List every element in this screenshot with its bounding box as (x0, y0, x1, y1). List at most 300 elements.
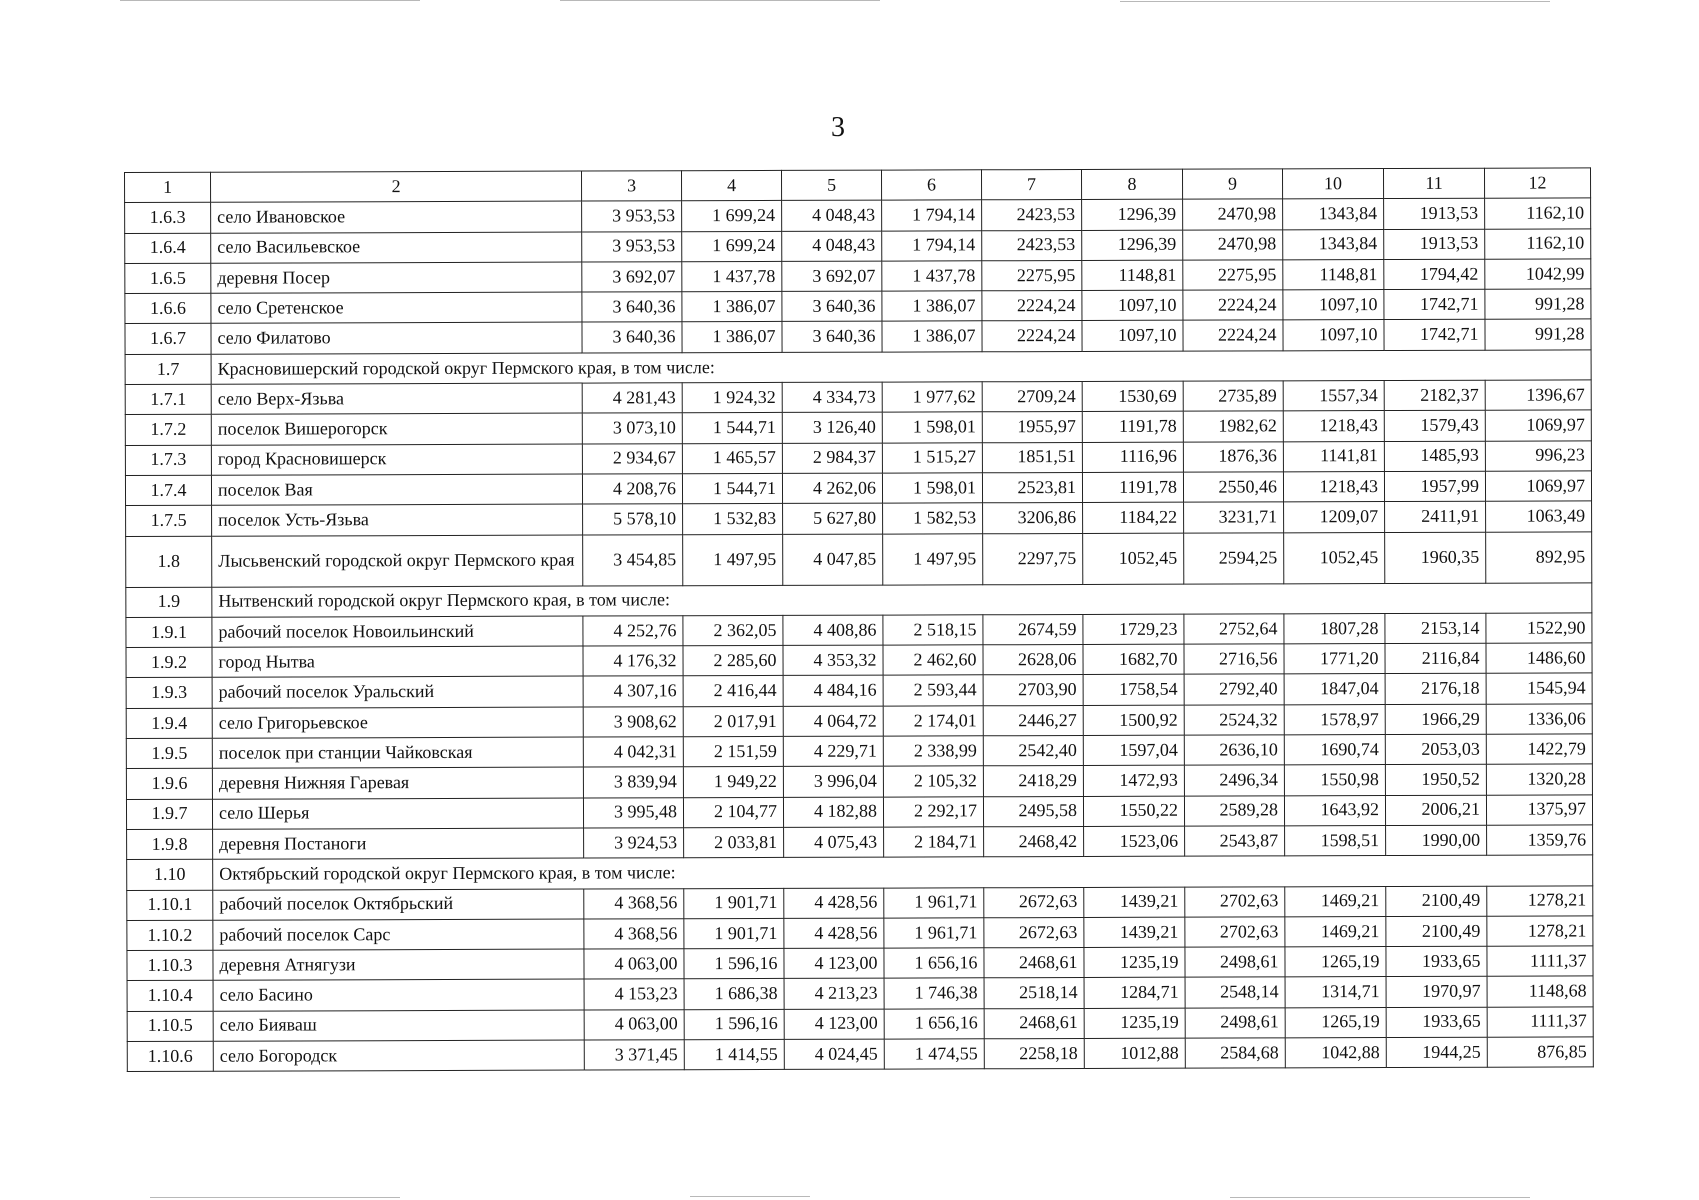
row-code: 1.10.6 (127, 1041, 213, 1072)
tariff-value: 1184,22 (1083, 502, 1184, 533)
tariff-value: 1 596,16 (684, 1009, 784, 1040)
tariff-value: 1141,81 (1283, 441, 1384, 472)
tariff-value: 1 437,78 (882, 261, 982, 292)
tariff-value: 1966,29 (1385, 704, 1486, 735)
column-header: 7 (981, 169, 1081, 200)
tariff-value: 1771,20 (1284, 644, 1385, 675)
tariff-value: 2 184,71 (884, 827, 984, 858)
tariff-value: 2 292,17 (883, 796, 983, 827)
tariff-value: 4 123,00 (784, 948, 884, 979)
table-row (126, 501, 1592, 536)
tariff-value: 1950,52 (1385, 765, 1486, 796)
tariff-value: 1982,62 (1183, 411, 1283, 442)
tariff-value: 1148,68 (1487, 976, 1593, 1007)
tariff-value: 4 262,06 (782, 473, 882, 504)
tariff-value: 3 996,04 (783, 766, 883, 797)
tariff-value: 1284,71 (1084, 978, 1185, 1009)
tariff-value: 3 839,94 (583, 767, 683, 798)
tariff-value: 1 582,53 (883, 503, 983, 534)
tariff-value: 3 995,48 (583, 797, 683, 828)
tariff-value: 2674,59 (983, 614, 1083, 645)
tariff-value: 2735,89 (1183, 381, 1283, 412)
tariff-value: 1578,97 (1284, 704, 1385, 735)
tariff-value: 4 123,00 (784, 1009, 884, 1040)
row-code: 1.9.8 (127, 829, 213, 860)
table-row (125, 228, 1591, 263)
row-code: 1.7.5 (126, 505, 212, 536)
tariff-value: 2524,32 (1184, 705, 1284, 736)
table-row (125, 198, 1591, 233)
tariff-value: 2636,10 (1184, 735, 1284, 766)
tariff-value: 1 656,16 (884, 1009, 984, 1040)
tariff-value: 2584,68 (1185, 1038, 1285, 1069)
scan-edge-top-center (560, 0, 880, 1)
tariff-value: 1557,34 (1283, 381, 1384, 412)
tariff-value: 4 048,43 (782, 231, 882, 262)
tariff-value: 4 408,86 (783, 615, 883, 646)
tariff-value: 1 596,16 (684, 949, 784, 980)
column-header: 4 (681, 170, 781, 201)
row-code: 1.9.7 (126, 799, 212, 830)
tariff-value: 1522,90 (1486, 613, 1592, 644)
tariff-value: 1069,97 (1485, 410, 1591, 441)
tariff-value: 2470,98 (1183, 199, 1283, 230)
tariff-value: 1097,10 (1283, 320, 1384, 351)
tariff-value: 2543,87 (1185, 826, 1285, 857)
tariff-value: 1111,37 (1487, 1007, 1593, 1038)
tariff-value: 1598,51 (1285, 825, 1386, 856)
tariff-value: 2550,46 (1183, 472, 1283, 503)
settlement-name: село Шерья (212, 798, 583, 829)
tariff-value: 1235,19 (1084, 1008, 1185, 1039)
section-title: Нытвенский городской округ Пермского края, в том числе: (212, 582, 1592, 617)
tariff-value: 1550,98 (1284, 765, 1385, 796)
column-header: 8 (1081, 169, 1182, 200)
tariff-value: 3 908,62 (583, 706, 683, 737)
table-row (127, 825, 1593, 860)
tariff-value: 1597,04 (1083, 735, 1184, 766)
tariff-value: 1 414,55 (684, 1039, 784, 1070)
tariff-value: 2 017,91 (683, 706, 783, 737)
tariff-value: 4 252,76 (583, 616, 683, 647)
column-header: 5 (781, 170, 881, 201)
settlement-name: село Григорьевское (212, 707, 583, 738)
tariff-value: 2468,61 (984, 1008, 1084, 1039)
tariff-value: 2 104,77 (683, 797, 783, 828)
tariff-value: 1439,21 (1084, 887, 1185, 918)
row-code: 1.9.5 (126, 738, 212, 769)
row-code: 1.9.2 (126, 647, 212, 678)
tariff-value: 2 105,32 (883, 766, 983, 797)
tariff-value: 4 208,76 (582, 474, 682, 505)
section-row (127, 855, 1593, 890)
tariff-value: 2468,42 (984, 826, 1084, 857)
tariff-value: 2 285,60 (683, 646, 783, 677)
tariff-value: 3 640,36 (782, 291, 882, 322)
tariff-value: 2224,24 (1183, 320, 1283, 351)
table-row (125, 319, 1591, 354)
tariff-value: 1847,04 (1284, 674, 1385, 705)
tariff-value: 1469,21 (1285, 886, 1386, 917)
table-row (126, 613, 1592, 648)
table-body (125, 168, 1594, 1072)
tariff-value: 1042,99 (1485, 259, 1591, 290)
tariff-value: 1500,92 (1083, 705, 1184, 736)
tariff-value: 991,28 (1485, 289, 1591, 320)
row-code: 1.7.2 (125, 415, 211, 446)
tariff-value: 1876,36 (1183, 442, 1283, 473)
tariff-value: 2672,63 (984, 887, 1084, 918)
tariff-value: 2176,18 (1385, 674, 1486, 705)
tariff-value: 2418,29 (983, 766, 1083, 797)
tariff-value: 3 073,10 (582, 413, 682, 444)
tariff-value: 1063,49 (1486, 501, 1592, 532)
tariff-value: 991,28 (1485, 319, 1591, 350)
row-code: 1.9.3 (126, 678, 212, 709)
tariff-value: 1933,65 (1386, 1007, 1487, 1038)
settlement-name: рабочий поселок Новоильинский (212, 616, 583, 647)
tariff-value: 2495,58 (983, 796, 1083, 827)
tariff-value: 2518,14 (984, 978, 1084, 1009)
tariff-value: 2 151,59 (683, 736, 783, 767)
settlement-name: село Васильевское (211, 232, 582, 263)
table-row (126, 643, 1592, 678)
tariff-value: 1579,43 (1384, 411, 1485, 442)
tariff-value: 1235,19 (1084, 947, 1185, 978)
tariff-value: 4 063,00 (584, 1009, 684, 1040)
settlement-name: поселок Усть-Язьва (212, 504, 583, 535)
tariff-value: 2496,34 (1184, 765, 1284, 796)
tariff-value: 3 640,36 (582, 292, 682, 323)
table-row (127, 1007, 1593, 1042)
column-header: 1 (125, 172, 211, 203)
tariff-value: 1 598,01 (882, 473, 982, 504)
tariff-value: 1742,71 (1384, 320, 1485, 351)
tariff-value: 1 699,24 (682, 231, 782, 262)
tariff-value: 4 334,73 (782, 382, 882, 413)
tariff-value: 1 746,38 (884, 978, 984, 1009)
table-row (125, 410, 1591, 445)
tariff-value: 1336,06 (1486, 704, 1592, 735)
tariff-value: 4 368,56 (584, 888, 684, 919)
row-code: 1.6.6 (125, 293, 211, 324)
tariff-value: 1 901,71 (684, 918, 784, 949)
tariff-value: 1 598,01 (882, 412, 982, 443)
tariff-value: 2542,40 (983, 736, 1083, 767)
tariff-value: 1116,96 (1082, 442, 1183, 473)
tariff-value: 1 386,07 (682, 322, 782, 353)
tariff-value: 2702,63 (1185, 886, 1285, 917)
tariff-value: 1 699,24 (682, 201, 782, 232)
tariff-value: 1 544,71 (682, 473, 782, 504)
row-code: 1.6.7 (125, 324, 211, 355)
tariff-value: 1 949,22 (683, 767, 783, 798)
tariff-value: 2594,25 (1184, 532, 1284, 583)
tariff-value: 1069,97 (1485, 471, 1591, 502)
table-row (127, 976, 1593, 1011)
tariff-value: 1550,22 (1083, 796, 1184, 827)
tariff-value: 4 368,56 (584, 919, 684, 950)
tariff-value: 1296,39 (1082, 230, 1183, 261)
table-row (127, 946, 1593, 981)
tariff-value: 2589,28 (1184, 795, 1284, 826)
scan-edge-top-right (1120, 1, 1550, 2)
tariff-value: 1 474,55 (884, 1039, 984, 1070)
settlement-name: деревня Атнягузи (213, 949, 584, 980)
tariff-value: 3 454,85 (583, 534, 683, 585)
tariff-value: 1 386,07 (882, 321, 982, 352)
tariff-value: 2446,27 (983, 705, 1083, 736)
tariff-value: 4 484,16 (783, 676, 883, 707)
column-header: 2 (211, 171, 582, 202)
scan-edge-bottom-right (1230, 1197, 1530, 1198)
tariff-value: 2275,95 (1183, 260, 1283, 291)
row-code: 1.9.6 (126, 769, 212, 800)
tariff-value: 2224,24 (982, 321, 1082, 352)
tariff-value: 1148,81 (1082, 260, 1183, 291)
tariff-value: 4 353,32 (783, 645, 883, 676)
tariff-value: 4 428,56 (784, 918, 884, 949)
tariff-value: 3 640,36 (582, 322, 682, 353)
table-row (126, 734, 1592, 769)
tariff-value: 2523,81 (982, 472, 1082, 503)
tariff-value: 1742,71 (1384, 289, 1485, 320)
tariff-value: 4 182,88 (783, 797, 883, 828)
tariff-value: 1191,78 (1082, 472, 1183, 503)
scan-edge-bottom-left (150, 1197, 400, 1198)
tariff-value: 2 174,01 (883, 706, 983, 737)
tariff-value: 2 593,44 (883, 675, 983, 706)
tariff-value: 1042,88 (1285, 1038, 1386, 1069)
table-row (125, 471, 1591, 506)
tariff-value: 2100,49 (1386, 916, 1487, 947)
column-header: 12 (1484, 168, 1590, 199)
tariff-value: 2703,90 (983, 675, 1083, 706)
tariff-value: 3 126,40 (782, 412, 882, 443)
tariff-value: 1209,07 (1284, 502, 1385, 533)
settlement-name: Лысьвенский городской округ Пермского края (212, 535, 583, 587)
tariff-value: 1990,00 (1386, 825, 1487, 856)
row-code: 1.8 (126, 536, 212, 587)
tariff-value: 1523,06 (1084, 826, 1185, 857)
tariff-value: 3 640,36 (782, 322, 882, 353)
tariff-value: 1396,67 (1485, 380, 1591, 411)
tariff-value: 1 656,16 (884, 948, 984, 979)
table-row (126, 673, 1592, 708)
table-row (126, 764, 1592, 799)
tariff-value: 892,95 (1486, 531, 1592, 582)
tariff-value: 2153,14 (1385, 613, 1486, 644)
table-row (127, 916, 1593, 951)
tariff-value: 4 281,43 (582, 383, 682, 414)
settlement-name: рабочий поселок Сарс (213, 919, 584, 950)
tariff-value: 1162,10 (1485, 228, 1591, 259)
settlement-name: поселок при станции Чайковская (212, 737, 583, 768)
tariff-value: 1913,53 (1384, 229, 1485, 260)
settlement-name: рабочий поселок Уральский (212, 677, 583, 708)
tariff-value: 1278,21 (1487, 916, 1593, 947)
tariff-value: 1530,69 (1082, 381, 1183, 412)
column-header: 3 (581, 171, 681, 202)
row-code: 1.7.1 (125, 384, 211, 415)
tariff-value: 1 544,71 (682, 413, 782, 444)
tariff-value: 3 924,53 (584, 828, 684, 859)
tariff-value: 1 961,71 (884, 887, 984, 918)
tariff-value: 1052,45 (1083, 533, 1184, 584)
tariff-value: 2182,37 (1384, 380, 1485, 411)
tariff-value: 4 075,43 (784, 827, 884, 858)
settlement-name: деревня Посер (211, 262, 582, 293)
tariff-table (124, 167, 1594, 1072)
tariff-value: 2709,24 (982, 382, 1082, 413)
tariff-value: 5 578,10 (583, 504, 683, 535)
tariff-value: 2116,84 (1385, 643, 1486, 674)
tariff-value: 1944,25 (1386, 1037, 1487, 1068)
tariff-value: 2 462,60 (883, 645, 983, 676)
tariff-value: 2628,06 (983, 645, 1083, 676)
table-row (127, 1037, 1593, 1072)
settlement-name: поселок Вишерогорск (211, 413, 582, 444)
tariff-value: 4 213,23 (784, 979, 884, 1010)
scan-edge-bottom-center (690, 1196, 810, 1197)
tariff-value: 1162,10 (1485, 198, 1591, 229)
scan-edge-top-left (120, 0, 420, 1)
tariff-value: 4 428,56 (784, 888, 884, 919)
table-row (126, 704, 1592, 739)
table-row (126, 795, 1592, 830)
settlement-name: село Сретенское (211, 292, 582, 323)
tariff-value: 1 924,32 (682, 383, 782, 414)
row-code: 1.7 (125, 354, 211, 385)
row-code: 1.6.3 (125, 203, 211, 234)
tariff-value: 1 794,14 (882, 200, 982, 231)
column-header: 11 (1383, 168, 1484, 199)
column-header: 6 (881, 170, 981, 201)
row-code: 1.10.4 (127, 981, 213, 1012)
row-code: 1.10 (127, 859, 213, 890)
tariff-value: 2224,24 (1183, 290, 1283, 321)
table-row (125, 289, 1591, 324)
tariff-value: 1469,21 (1285, 916, 1386, 947)
tariff-value: 1012,88 (1084, 1038, 1185, 1069)
settlement-name: село Басино (213, 979, 584, 1010)
tariff-value: 1729,23 (1083, 614, 1184, 645)
column-header: 10 (1282, 169, 1383, 200)
tariff-value: 2672,63 (984, 917, 1084, 948)
tariff-value: 1148,81 (1283, 259, 1384, 290)
table-row (125, 441, 1591, 476)
tariff-value: 4 153,23 (584, 979, 684, 1010)
tariff-value: 1 437,78 (682, 261, 782, 292)
tariff-value: 4 064,72 (783, 706, 883, 737)
tariff-value: 2258,18 (984, 1039, 1084, 1070)
column-number-header-row (125, 168, 1591, 203)
tariff-value: 1 977,62 (882, 382, 982, 413)
tariff-value: 1 497,95 (683, 534, 783, 585)
tariff-value: 1794,42 (1384, 259, 1485, 290)
tariff-value: 996,23 (1485, 441, 1591, 472)
tariff-value: 1191,78 (1082, 412, 1183, 443)
tariff-value: 1218,43 (1283, 472, 1384, 503)
row-code: 1.10.3 (127, 950, 213, 981)
tariff-value: 2297,75 (983, 533, 1083, 584)
tariff-value: 1 901,71 (684, 888, 784, 919)
tariff-value: 1957,99 (1384, 471, 1485, 502)
tariff-value: 1 497,95 (883, 533, 983, 584)
tariff-value: 3 371,45 (584, 1040, 684, 1071)
tariff-value: 2 518,15 (883, 615, 983, 646)
row-code: 1.7.3 (125, 445, 211, 476)
tariff-value: 4 229,71 (783, 736, 883, 767)
settlement-name: деревня Постаноги (213, 828, 584, 859)
tariff-value: 4 307,16 (583, 676, 683, 707)
tariff-value: 1097,10 (1283, 290, 1384, 321)
section-title: Красновишерский городской округ Пермского края, в том числе: (211, 350, 1591, 385)
tariff-value: 1643,92 (1284, 795, 1385, 826)
row-code: 1.7.4 (125, 475, 211, 506)
tariff-value: 5 627,80 (783, 503, 883, 534)
tariff-value: 1 515,27 (882, 442, 982, 473)
tariff-value: 1 686,38 (684, 979, 784, 1010)
tariff-value: 2 362,05 (683, 615, 783, 646)
tariff-value: 1545,94 (1486, 673, 1592, 704)
tariff-value: 1960,35 (1385, 532, 1486, 583)
tariff-value: 1343,84 (1283, 199, 1384, 230)
row-code: 1.9.4 (126, 708, 212, 739)
tariff-value: 1052,45 (1284, 532, 1385, 583)
tariff-value: 2 338,99 (883, 736, 983, 767)
tariff-value: 3 692,07 (782, 261, 882, 292)
tariff-value: 1690,74 (1284, 735, 1385, 766)
section-row (125, 350, 1591, 385)
tariff-value: 1485,93 (1384, 441, 1485, 472)
tariff-value: 1955,97 (982, 412, 1082, 443)
row-code: 1.6.5 (125, 263, 211, 294)
tariff-value: 1472,93 (1083, 766, 1184, 797)
row-code: 1.10.2 (127, 920, 213, 951)
tariff-value: 2053,03 (1385, 734, 1486, 765)
tariff-value: 4 042,31 (583, 737, 683, 768)
tariff-value: 2468,61 (984, 948, 1084, 979)
tariff-value: 1097,10 (1082, 290, 1183, 321)
tariff-value: 1851,51 (982, 442, 1082, 473)
tariff-value: 2423,53 (982, 230, 1082, 261)
tariff-value: 1682,70 (1083, 644, 1184, 675)
tariff-value: 1439,21 (1084, 917, 1185, 948)
tariff-value: 2224,24 (982, 291, 1082, 322)
tariff-value: 2006,21 (1385, 795, 1486, 826)
tariff-value: 2423,53 (982, 200, 1082, 231)
tariff-value: 2 416,44 (683, 676, 783, 707)
tariff-value: 1 794,14 (882, 230, 982, 261)
tariff-value: 1 465,57 (682, 443, 782, 474)
tariff-value: 4 176,32 (583, 646, 683, 677)
tariff-value: 2 984,37 (782, 443, 882, 474)
tariff-value: 3206,86 (983, 503, 1083, 534)
tariff-value: 1970,97 (1386, 977, 1487, 1008)
tariff-value: 1807,28 (1284, 613, 1385, 644)
tariff-value: 1359,76 (1487, 825, 1593, 856)
settlement-name: село Богородск (213, 1040, 584, 1071)
row-code: 1.9 (126, 587, 212, 618)
tariff-value: 2752,64 (1184, 614, 1284, 645)
tariff-value: 1758,54 (1083, 675, 1184, 706)
tariff-value: 1 961,71 (884, 918, 984, 949)
tariff-value: 1 386,07 (882, 291, 982, 322)
table-row (127, 885, 1593, 920)
tariff-value: 2792,40 (1184, 674, 1284, 705)
settlement-name: поселок Вая (211, 474, 582, 505)
